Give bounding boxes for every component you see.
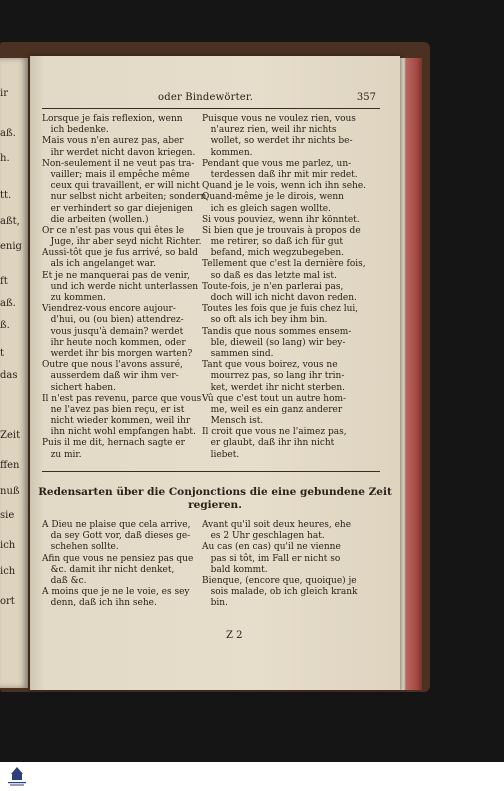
text-line: Toutes les fois que je fuis chez lui, [202,304,359,315]
text-line: daß &c. [42,575,87,586]
text-line: Tant que vous boirez, vous ne [202,360,338,371]
text-line: Lorsque je fais reflexion, wenn [42,114,183,124]
text-line: Quand je le vois, wenn ich ihn sehe. [202,181,367,192]
text-line: wollet, so werdet ihr nichts be- [202,136,353,147]
text-line: kommen. [202,147,253,158]
header-rule [42,108,380,109]
text-line: sammen sind. [202,348,274,359]
left-page-fragment-text: ich [0,540,16,551]
left-page-fragment-text: ort [0,596,15,607]
text-line: Tellement que c'est la dernière fois, [202,259,366,270]
left-page-fragment-text: sie [0,510,15,521]
text-line: Au cas (en cas) qu'il ne vienne [202,542,341,553]
left-page-fragment-text: ft [0,276,8,287]
left-page-fragment-text: h. [0,153,10,164]
text-line: Il n'est pas revenu, parce que vous [42,393,202,404]
left-page-fragment [0,58,28,688]
page-number: 357 [356,92,376,103]
left-page-fragment-text: das [0,370,18,381]
text-line: er verhindert so gar diejenigen [42,203,193,214]
text-line: als ich angelanget war. [42,259,156,270]
text-line: denn, daß ich ihn sehe. [42,598,157,609]
left-page-fragment-text: aß. [0,128,16,139]
section-heading-line: Redensarten über die Conjonctions die eine gebundene Zeit [38,486,392,498]
text-line: A moins que je ne le voie, es sey [42,587,190,598]
left-page-fragment-text: ir [0,88,8,99]
signature-mark: Z 2 [226,630,243,641]
text-line: werdet ihr bis morgen warten? [42,348,193,359]
text-line: Non-seulement il ne veut pas tra- [42,158,195,169]
left-column [42,114,206,461]
text-line: &c. damit ihr nicht denket, [42,564,175,575]
text-line: ket, werdet ihr nicht sterben. [202,382,346,393]
text-line: nicht wieder kommen, weil ihr [42,416,191,427]
left-page-fragment-text: Zeit [0,430,21,441]
left-page-fragment-text: ffen [0,460,20,471]
text-line: bald kommt. [202,564,268,575]
text-line: vous jusqu'à demain? werdet [42,326,184,337]
text-line: die arbeiten (wollen.) [42,214,149,225]
text-line: mourrez pas, so lang ihr trin- [202,371,345,382]
text-line: vailler; mais il empêche même [42,169,190,180]
left-page-fragment-text: aß. [0,298,16,309]
text-line: Toute-fois, je n'en parlerai pas, [202,281,344,292]
text-line: Pendant que vous me parlez, un- [202,158,352,169]
text-line: zu kommen. [42,293,106,303]
text-line: befand, mich wegzubegeben. [202,248,345,259]
section-heading [30,486,400,512]
text-line: liebet. [202,449,240,460]
bottom-right-column [202,520,357,610]
text-line: Si vous pouviez, wenn ihr könntet. [202,214,360,225]
left-page-fragment-text: ich [0,566,16,577]
bottom-left-column [42,520,193,610]
text-line: doch will ich nicht davon reden. [202,293,357,303]
text-line: ihn nicht wohl empfangen habt. [42,427,196,438]
text-line: da sey Gott vor, daß dieses ge- [42,531,191,542]
text-line: er glaubt, daß ihr ihn nicht [202,438,335,449]
text-line: n'aurez rien, weil ihr nichts [202,125,337,136]
text-line: ich bedenke. [42,125,109,136]
text-line: sois malade, ob ich gleich krank [202,587,358,598]
text-line: Vû que c'est tout un autre hom- [202,393,347,404]
text-line: terdessen daß ihr mit mir redet. [202,169,358,180]
text-line: Bienque, (encore que, quoique) je [202,575,357,586]
text-line: Aussi-tôt que je fus arrivé, so bald [42,248,198,259]
text-line: me retirer, so daß ich für gut [202,237,344,248]
text-line: Mais vous n'en aurez pas, aber [42,136,184,147]
text-line: schehen sollte. [42,542,119,553]
text-line: me, weil es ein ganz anderer [202,404,343,415]
left-page-fragment-text: ß. [0,320,10,331]
library-logo-icon[interactable] [4,764,30,789]
left-page-fragment-text: tt. [0,190,12,201]
text-line: Outre que nous l'avons assuré, [42,360,183,371]
section-rule [42,471,380,472]
text-line: ihr heute noch kommen, oder [42,337,186,348]
text-line: ceux qui travaillent, er will nicht [42,181,200,192]
text-line: A Dieu ne plaise que cela arrive, [42,520,191,530]
text-line: so daß es das letzte mal ist. [202,270,337,281]
text-line: Afin que vous ne pensiez pas que [42,553,194,564]
text-line: nur selbst nicht arbeiten; sondern [42,192,207,203]
text-line: ihr werdet nicht davon kriegen. [42,147,196,158]
text-line: Tandis que nous sommes ensem- [202,326,352,337]
left-page-fragment-text: enig [0,241,22,252]
text-line: Et je ne manquerai pas de venir, [42,270,190,281]
text-line: so oft als ich bey ihm bin. [202,315,328,326]
text-line: Quand-même je le dirois, wenn [202,192,344,203]
text-line: zu mir. [42,449,82,460]
right-column [202,114,366,461]
text-line: Avant qu'il soit deux heures, ehe [202,520,352,530]
text-line: ausserdem daß wir ihm ver- [42,371,179,382]
text-line: Puisque vous ne voulez rien, vous [202,114,356,124]
text-line: Il croit que vous ne l'aimez pas, [202,427,347,438]
text-line: es 2 Uhr geschlagen hat. [202,531,325,542]
text-line: ble, dieweil (so lang) wir bey- [202,337,346,348]
text-line: Puis il me dit, hernach sagte er [42,438,185,449]
text-line: ich es gleich sagen wollte. [202,203,331,214]
text-line: Juge, ihr aber seyd nicht Richter. [42,237,202,248]
text-line: sichert haben. [42,382,116,393]
text-line: Or ce n'est pas vous qui êtes le [42,225,185,236]
text-line: bin. [202,598,228,609]
text-line: Mensch ist. [202,416,264,427]
header-title: oder Bindewörter. [158,92,254,103]
left-page-fragment-text: t [0,348,5,359]
viewer-footer [0,762,504,791]
text-line: d'hui, ou (ou bien) attendrez- [42,315,184,326]
left-page-fragment-text: nuß [0,486,20,497]
text-line: ne l'avez pas bien reçu, er ist [42,404,185,415]
book-page [30,56,400,690]
text-line: und ich werde nicht unterlassen [42,281,199,292]
left-page-fragment-text: aßt, [0,216,20,227]
text-line: Si bien que je trouvais à propos de [202,225,361,236]
section-heading-line: regieren. [188,499,242,511]
text-line: pas si tôt, im Fall er nicht so [202,553,341,564]
text-line: Viendrez-vous encore aujour- [42,304,176,315]
running-header [30,92,400,106]
